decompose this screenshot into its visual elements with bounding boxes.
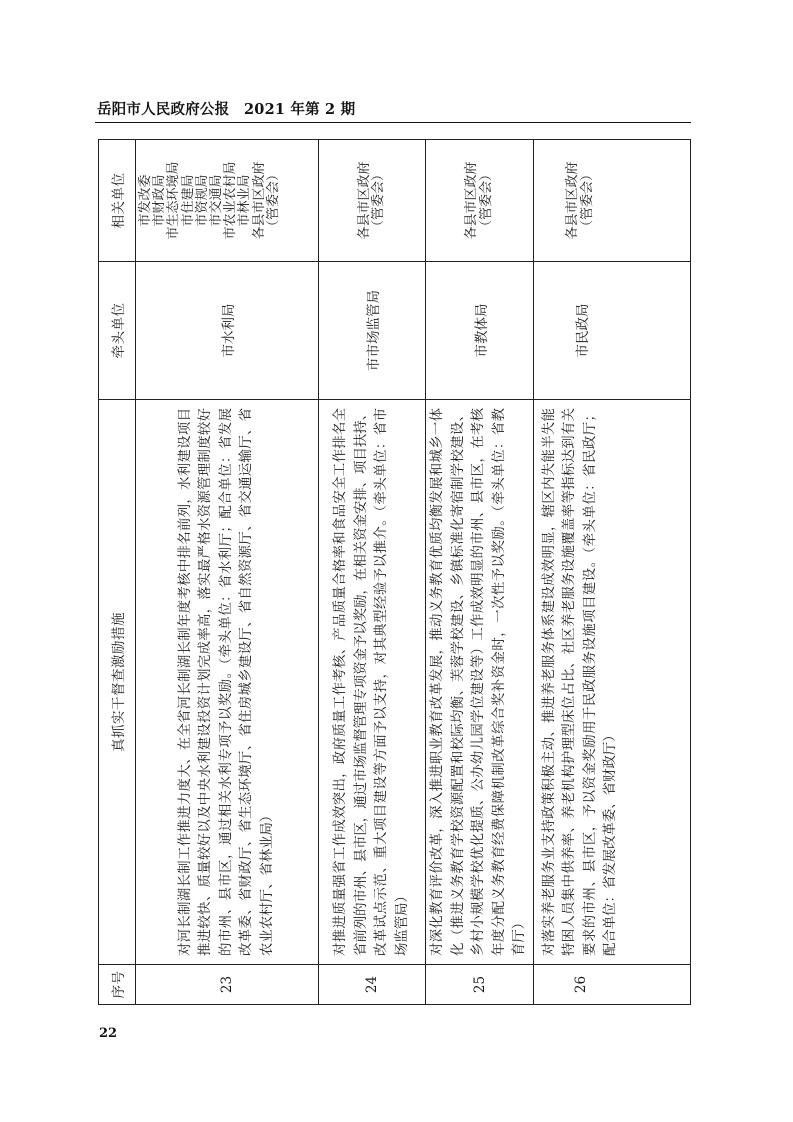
measure-line: 的市州、县市区，通过相关水利专项予以奖励。（牵头单位：省水利厅；配合单位：省发展	[218, 408, 234, 956]
row-index: 23	[136, 965, 319, 1005]
measure-line: 年度分配义务教育经费保障机制改革综合奖补资金时，一次性予以奖励。（牵头单位：省教	[491, 408, 507, 956]
related-units	[136, 140, 319, 262]
lead-unit: 市民政局	[534, 262, 691, 400]
row-index: 26	[534, 965, 691, 1005]
header-rule	[95, 122, 691, 123]
table-row	[426, 140, 534, 1005]
lead-unit: 市市场监管局	[319, 262, 426, 400]
measure-cell	[534, 400, 691, 965]
related-unit-line: 市发改委	[138, 174, 153, 227]
measure-line: 育厅）	[512, 915, 528, 956]
measure-line: 农业农村厅、省林业局）	[259, 808, 275, 956]
rotated-table-sheet	[98, 140, 690, 1005]
header-index: 序号	[99, 965, 136, 1005]
related-unit-line: 各县市区政府	[251, 161, 267, 240]
measure-cell	[136, 400, 319, 965]
related-unit-line: 市生态环境局	[166, 161, 182, 240]
measure-line: 要求的市州、县市区，予以资金奖励用于民政服务设施项目建设。（牵头单位：省民政厅；	[582, 408, 598, 956]
measure-line: 省前列的市州、县市区，通过市场监督管理专项资金予以奖励，在相关资金安排、项目扶持、	[353, 406, 369, 956]
header-lead-unit: 牵头单位	[99, 262, 136, 400]
related-units	[426, 140, 534, 262]
measure-line: 配合单位：省发展改革委、省财政厅）	[603, 728, 618, 956]
measure-line: 乡村小规模学校优化提质、公办幼儿园学位建设等）工作成效明显的市州、县市区，在考核	[471, 408, 487, 956]
header-measure: 真抓实干督查激励措施	[99, 400, 136, 965]
table-header-row	[99, 140, 136, 1005]
related-units	[534, 140, 691, 262]
page-number: 22	[99, 1026, 118, 1041]
related-unit-line: 市交通局	[209, 174, 225, 227]
related-unit-line: 市农业农村局	[223, 161, 239, 240]
measure-line: 改革试点示范、重大项目建设等方面予以支持，对其典型经验予以推介。（牵头单位：省市	[374, 408, 389, 956]
related-units	[319, 140, 426, 262]
lead-unit: 市水利局	[136, 262, 319, 400]
policy-table	[98, 139, 691, 1005]
measure-line: 推进较快、质量较好以及中央水利建设投资计划完成率高，落实最严格水资源管理制度较好	[198, 408, 214, 956]
policy-table-frame	[97, 139, 691, 1006]
measure-cell	[319, 400, 426, 965]
related-unit-line: 市资规局	[194, 174, 210, 227]
measure-line: 特困人员集中供养率、养老机构护理型床位占比、社区养老服务设施覆盖率等指标达到有关	[562, 408, 577, 956]
related-unit-line: 各县市区政府	[356, 161, 372, 240]
related-unit-line: （管委会）	[371, 168, 386, 234]
measure-line: 化（推进义务教育学校资源配置和校际均衡、芙蓉学校建设、乡镇标准化寄宿制学校建设、	[450, 408, 466, 956]
measure-line: 对落实养老服务业支持政策积极主动、推进养老服务体系建设成效明显，辖区内失能半失能	[541, 408, 557, 956]
related-unit-line: 各县市区政府	[565, 161, 581, 240]
related-unit-line: 市财政局	[152, 174, 168, 227]
related-unit-line: （管委会）	[265, 168, 281, 234]
measure-line: 对深化教育评价改革，深入推进职业教育改革发展，推动义务教育优质均衡发展和城乡一体	[430, 408, 446, 956]
related-unit-line: 市住建局	[180, 174, 196, 227]
related-unit-line: 各县市区政府	[464, 161, 480, 240]
related-unit-line: 市林业局	[237, 174, 253, 227]
bulletin-running-header: 岳阳市人民政府公报 2021 年第 2 期	[97, 101, 356, 118]
table-row	[534, 140, 691, 1005]
table-row	[136, 140, 319, 1005]
measure-line: 场监管局）	[394, 889, 410, 956]
measure-cell	[426, 400, 534, 965]
measure-line: 对推进质量强省工作成效突出，政府质量工作考核、产品质量合格率和食品安全工作排名全	[333, 408, 348, 956]
row-index: 25	[426, 965, 534, 1005]
header-related-units: 相关单位	[99, 140, 136, 262]
lead-unit: 市教体局	[426, 262, 534, 400]
related-unit-line: （管委会）	[478, 168, 494, 234]
table-row	[319, 140, 426, 1005]
measure-line: 改革委、省财政厅、省生态环境厅、省住房城乡建设厅、省自然资源厅、省交通运输厅、省	[239, 408, 255, 956]
related-unit-line: （管委会）	[579, 168, 595, 234]
row-index: 24	[319, 965, 426, 1005]
measure-line: 对河长制湖长制工作推进力度大、在全省河长制湖长制年度考核中排名前列，水利建设项目	[177, 408, 193, 956]
